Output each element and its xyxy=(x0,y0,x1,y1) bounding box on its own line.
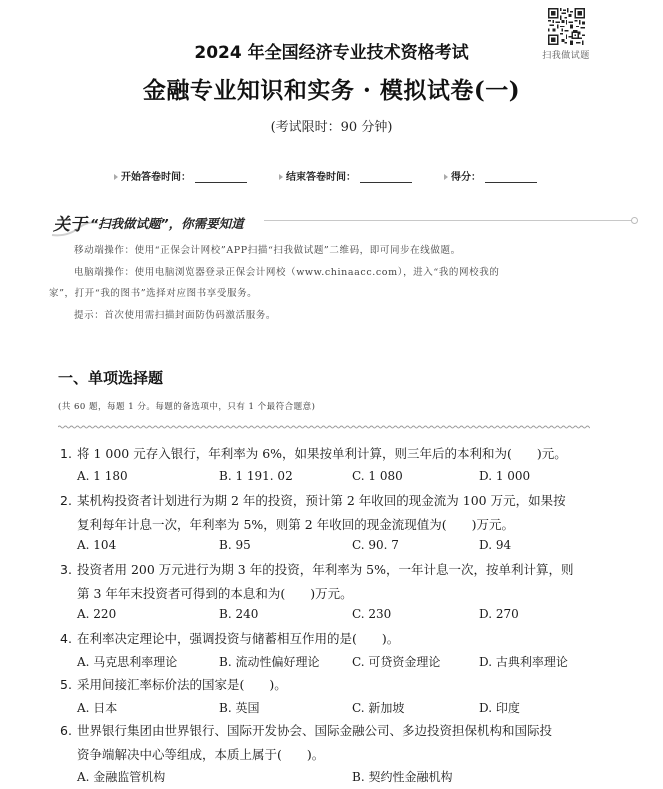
question-1 xyxy=(60,444,620,462)
question-6-options xyxy=(77,768,637,786)
question-3 xyxy=(60,560,620,602)
question-number: 4. xyxy=(60,631,72,646)
question-text: 采用间接汇率标价法的国家是( )。 xyxy=(77,677,287,692)
about-body xyxy=(49,240,594,326)
end-time-field xyxy=(279,168,412,183)
question-3-options xyxy=(77,607,637,625)
triangle-bullet-icon xyxy=(114,174,118,180)
option-d[interactable]: D. 270 xyxy=(479,607,519,621)
section-note: (共 60 题，每题 1 分。每题的备选项中，只有 1 个最符合题意) xyxy=(58,402,316,412)
option-b[interactable]: B. 240 xyxy=(219,607,259,621)
question-text-cont: 复利每年计息一次，年利率为 5%，则第 2 年收回的现金流现值为( )万元。 xyxy=(77,517,514,532)
option-c[interactable]: C. 1 080 xyxy=(352,469,403,483)
option-d[interactable]: D. 94 xyxy=(479,538,512,552)
question-text-cont: 第 3 年年末投资者可得到的本息和为( )万元。 xyxy=(77,586,353,601)
question-number: 1. xyxy=(60,446,72,461)
option-c[interactable]: C. 90. 7 xyxy=(352,538,399,552)
option-b[interactable]: B. 契约性金融机构 xyxy=(352,770,453,784)
option-a[interactable]: A. 220 xyxy=(77,607,117,621)
about-pc-instruction-line2: 家”，打开“我的图书”选择对应图书享受服务。 xyxy=(49,288,258,299)
option-d[interactable]: D. 1 000 xyxy=(479,469,531,483)
question-number: 2. xyxy=(60,493,72,508)
start-time-blank[interactable] xyxy=(195,171,247,183)
option-a[interactable]: A. 金融监管机构 xyxy=(77,770,166,784)
triangle-bullet-icon xyxy=(279,174,283,180)
qr-caption: 扫我做试题 xyxy=(542,51,590,61)
question-6 xyxy=(60,721,620,763)
about-title: “扫我做试题”，你需要知道 xyxy=(90,216,244,231)
score-label: 得分： xyxy=(451,172,481,183)
about-pc-instruction-line1: 电脑端操作：使用电脑浏览器登录正保会计网校（www.chinaacc.com），进入“我的网校我的 xyxy=(74,266,500,278)
about-mobile-instruction: 移动端操作：使用“正保会计网校”APP扫描“扫我做试题”二维码，即可同步在线做题。 xyxy=(74,245,461,256)
option-c[interactable]: C. 230 xyxy=(352,607,392,621)
end-time-blank[interactable] xyxy=(360,171,412,183)
option-b[interactable]: B. 1 191. 02 xyxy=(219,469,293,483)
option-c[interactable]: C. 新加坡 xyxy=(352,701,405,715)
question-text: 在利率决定理论中，强调投资与储蓄相互作用的是( )。 xyxy=(77,631,400,646)
option-b[interactable]: B. 流动性偏好理论 xyxy=(219,655,320,669)
about-prefix: 关于 xyxy=(53,215,87,235)
question-number: 6. xyxy=(60,723,72,738)
question-1-options xyxy=(77,469,637,487)
question-5-options xyxy=(77,699,637,717)
question-text-cont: 资争端解决中心等组成，本质上属于( )。 xyxy=(77,747,325,762)
paper-title: 金融专业知识和实务 · 模拟试卷(一) xyxy=(142,77,521,104)
about-divider xyxy=(264,220,632,221)
question-text: 将 1 000 元存入银行，年利率为 6%，如果按单利计算，则三年后的本利和为( )元。 xyxy=(77,446,567,461)
exam-title: 2024 年全国经济专业技术资格考试 xyxy=(194,43,469,63)
option-d[interactable]: D. 印度 xyxy=(479,701,520,715)
option-c[interactable]: C. 可贷资金理论 xyxy=(352,655,441,669)
option-d[interactable]: D. 古典利率理论 xyxy=(479,655,568,669)
option-a[interactable]: A. 1 180 xyxy=(77,469,128,483)
start-time-label: 开始答卷时间： xyxy=(121,172,191,183)
option-a[interactable]: A. 日本 xyxy=(77,701,118,715)
option-a[interactable]: A. 马克思利率理论 xyxy=(77,655,178,669)
option-a[interactable]: A. 104 xyxy=(77,538,117,552)
question-2-options xyxy=(77,538,637,556)
question-2 xyxy=(60,491,620,533)
option-b[interactable]: B. 英国 xyxy=(219,701,260,715)
question-text: 投资者用 200 万元进行为期 3 年的投资，年利率为 5%，一年计息一次，按单利计算，则 xyxy=(77,562,574,577)
about-tip: 提示：首次使用需扫描封面防伪码激活服务。 xyxy=(74,309,277,321)
question-5 xyxy=(60,675,620,693)
question-4-options xyxy=(77,653,637,671)
question-text: 世界银行集团由世界银行、国际开发协会、国际金融公司、多边投资担保机构和国际投 xyxy=(77,723,553,738)
question-number: 5. xyxy=(60,677,72,692)
question-4 xyxy=(60,629,620,647)
answer-fields-row xyxy=(0,168,663,186)
about-header xyxy=(50,207,640,237)
divider-end-dot-icon xyxy=(631,217,638,224)
score-blank[interactable] xyxy=(485,171,537,183)
start-time-field xyxy=(114,168,247,183)
question-number: 3. xyxy=(60,562,72,577)
option-b[interactable]: B. 95 xyxy=(219,538,251,552)
end-time-label: 结束答卷时间： xyxy=(286,172,356,183)
triangle-bullet-icon xyxy=(444,174,448,180)
question-text: 某机构投资者计划进行为期 2 年的投资，预计第 2 年收回的现金流为 100 万元，如果按 xyxy=(77,493,566,508)
wavy-divider xyxy=(58,424,590,430)
score-field xyxy=(444,168,537,183)
section-title: 一、单项选择题 xyxy=(58,369,164,387)
time-limit: (考试限时：90 分钟) xyxy=(270,120,393,135)
